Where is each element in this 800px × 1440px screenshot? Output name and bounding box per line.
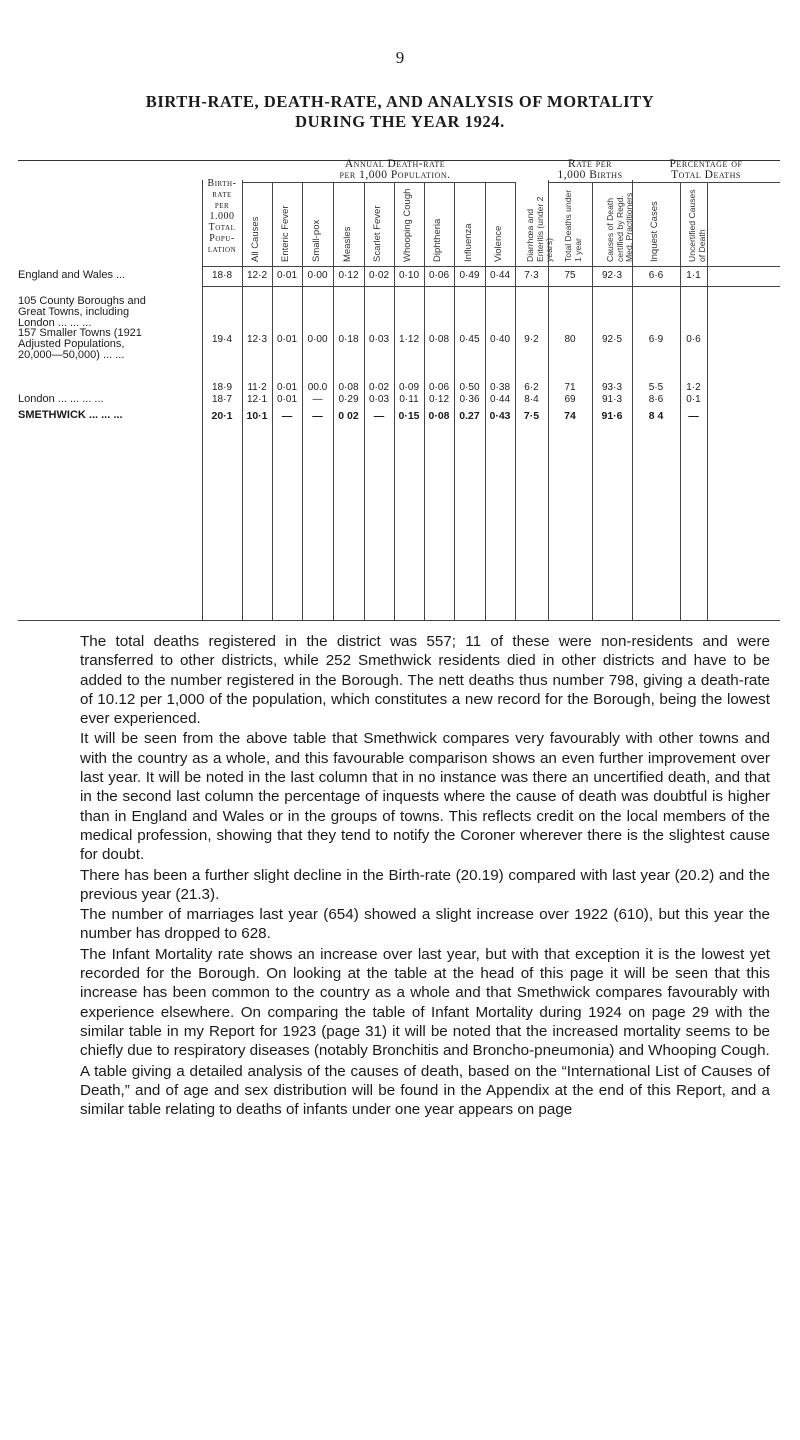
- cell-value: 5·5: [648, 382, 664, 393]
- cell-value: 6·2: [524, 382, 539, 393]
- cell-value: 0·01: [276, 382, 297, 393]
- cell-value: 0·11: [399, 394, 419, 405]
- cell-value: 0·44: [489, 270, 510, 281]
- row-label: 157 Smaller Towns (1921 Adjusted Populations, 20,000—50,000) ... ...: [18, 327, 142, 361]
- cell-value: 0·01: [276, 394, 297, 405]
- cell-value: 12·2: [246, 270, 267, 281]
- cell-value: 1·1: [686, 270, 701, 281]
- body-paragraph: The number of marriages last year (654) showed a slight increase over 1922 (610), but this year the number has dropped to 628.: [80, 906, 770, 943]
- cell-value: —: [281, 410, 293, 422]
- body-paragraph: A table giving a detailed analysis of the causes of death, based on the “International List of Causes of Death,” and of age and sex distribution will be found in the Appendix at the end of this Report, and a similar table relating to deaths of infants under one year appears on page: [80, 1062, 770, 1119]
- cell-value: 0·02: [368, 270, 389, 281]
- cell-value: 0·02: [368, 382, 389, 393]
- percentage-group-header: Percentage of: [669, 158, 743, 170]
- cell-value: 0·03: [368, 334, 389, 345]
- cell-value: —: [312, 394, 323, 405]
- cell-value: 93·3: [601, 382, 622, 393]
- cell-birth-rate: 19·4: [211, 334, 232, 345]
- cell-value: 10·1: [246, 410, 268, 422]
- group-header-rule: [632, 182, 780, 183]
- cell-birth-rate: 18·9: [211, 382, 232, 393]
- column-header-6: Whooping Cough: [402, 188, 413, 262]
- cell-value: 0·12: [338, 270, 359, 281]
- column-header-8: Influenza: [462, 223, 474, 262]
- table-bottom-rule: [18, 620, 780, 621]
- cell-value: 0·01: [276, 334, 297, 345]
- cell-value: 0·29: [338, 394, 359, 405]
- cell-value: 0·40: [489, 334, 510, 345]
- cell-value: 92·3: [601, 270, 622, 281]
- column-header-7: Diphtheria: [432, 218, 443, 262]
- cell-birth-rate: 20·1: [211, 410, 233, 422]
- cell-value: 0·38: [489, 382, 510, 393]
- cell-value: 0·01: [276, 270, 297, 281]
- cell-value: 8·6: [648, 394, 664, 405]
- cell-value: 12·3: [246, 334, 267, 345]
- cell-value: 11·2: [247, 382, 267, 393]
- cell-value: 0·18: [338, 334, 359, 345]
- cell-value: 0·08: [338, 382, 359, 393]
- body-paragraph: There has been a further slight decline in the Birth-rate (20.19) compared with last year (20.2) and the previous year (21.3).: [80, 866, 770, 903]
- column-header-5: Scarlet Fever: [372, 205, 383, 262]
- column-header-2: Enteric Fever: [280, 205, 291, 262]
- header-bottom-rule: [202, 266, 780, 267]
- cell-value: 8 4: [648, 410, 664, 422]
- row-label: England and Wales ...: [18, 269, 126, 281]
- cell-value: 6·6: [648, 270, 664, 281]
- page-number: 9: [395, 48, 405, 67]
- cell-value: —: [688, 410, 699, 422]
- birth-rate-header-line: Popu-: [209, 233, 235, 244]
- birth-rate-header-line: Birth-: [207, 178, 237, 189]
- cell-value: 92·5: [601, 334, 622, 345]
- cell-value: 69: [564, 394, 576, 405]
- percentage-group-header: Total Deaths: [671, 169, 741, 181]
- birth-rate-header-line: lation: [207, 244, 237, 255]
- cell-value: 80: [564, 334, 576, 345]
- cell-value: 0·45: [459, 334, 480, 345]
- cell-value: 0·06: [428, 382, 449, 393]
- column-header-12: Causes of Death certified by Regd. Med. Practitioners: [605, 192, 634, 262]
- death-rate-group-header: per 1,000 Population.: [339, 169, 451, 181]
- column-header-1: All Causes: [250, 216, 261, 262]
- cell-value: 0·06: [428, 270, 449, 281]
- rate-per-births-group-header: Rate per: [568, 158, 612, 170]
- death-rate-group-header: Annual Death-rate: [344, 158, 446, 170]
- birth-rate-header-line: Total: [208, 222, 236, 233]
- cell-value: 8·4: [524, 394, 539, 405]
- cell-value: 0·6: [686, 334, 701, 345]
- body-paragraph: It will be seen from the above table that Smethwick compares very favourably with other towns and with the country as a whole, and this favourable comparison shows an even further improvement over last year. It will be noted in the last column that in no instance was there an uncertified death, and that in the second last column the percentage of inquests where the cause of death was doubtful is higher than in England and Wales or in the groups of towns. This reflects credit on the local members of the medical profession, showing that they tend to notify the Coroner wherever there is the slightest cause for doubt.: [80, 730, 770, 864]
- column-rule: [707, 182, 708, 620]
- cell-value: 0·09: [398, 382, 419, 393]
- cell-value: 0·10: [398, 270, 419, 281]
- column-header-3: Small-pox: [310, 219, 322, 262]
- cell-value: 75: [564, 270, 576, 281]
- cell-value: 7·3: [524, 270, 539, 281]
- cell-birth-rate: 18·8: [211, 270, 232, 281]
- cell-value: 0·36: [459, 394, 480, 405]
- cell-birth-rate: 18·7: [211, 394, 232, 405]
- england-row-rule: [202, 286, 780, 287]
- cell-value: 0·43: [489, 410, 511, 422]
- cell-value: 0 02: [338, 410, 359, 422]
- mortality-table: [0, 160, 800, 620]
- cell-value: 71: [564, 382, 576, 393]
- row-label: 105 County Boroughs and Great Towns, including London ... ... ...: [18, 295, 146, 329]
- column-header-13: Inquest Cases: [649, 201, 660, 262]
- title-line-2: DURING THE YEAR 1924.: [295, 112, 505, 131]
- column-header-14: Uncertified Causes of Death: [686, 189, 706, 262]
- birth-rate-header-line: per: [214, 200, 230, 211]
- cell-value: 6·9: [648, 334, 664, 345]
- column-header-4: Measles: [341, 226, 353, 262]
- column-header-9: Violence: [493, 225, 504, 262]
- cell-value: 7·5: [523, 410, 540, 422]
- cell-value: 0·15: [398, 410, 420, 422]
- birth-rate-header-line: 1.000: [209, 211, 235, 222]
- cell-value: —: [373, 410, 385, 422]
- cell-value: 74: [564, 410, 576, 422]
- cell-value: 0·49: [459, 270, 480, 281]
- cell-value: 0.27: [459, 410, 480, 422]
- cell-value: 9·2: [524, 334, 539, 345]
- column-header-11: Total Deaths under 1 year: [563, 189, 583, 262]
- group-header-rule: [242, 182, 515, 183]
- birth-rate-header-line: rate: [212, 189, 232, 200]
- rate-per-births-group-header: 1,000 Births: [557, 169, 623, 181]
- row-label: SMETHWICK ... ... ...: [18, 409, 123, 421]
- cell-value: 0·12: [428, 394, 449, 405]
- cell-value: 0·08: [428, 334, 449, 345]
- cell-value: —: [312, 410, 323, 422]
- cell-value: 0·50: [459, 382, 480, 393]
- cell-value: 0·08: [428, 410, 450, 422]
- row-label: London ... ... ... ...: [18, 393, 104, 405]
- cell-value: 1·2: [686, 382, 701, 393]
- cell-value: 0·00: [307, 334, 328, 345]
- cell-value: 1·12: [398, 334, 419, 345]
- cell-value: 91·3: [601, 394, 622, 405]
- cell-value: 91·6: [601, 410, 623, 422]
- cell-value: 0·03: [368, 394, 389, 405]
- group-header-rule: [548, 182, 632, 183]
- cell-value: 0·1: [686, 394, 701, 405]
- cell-value: 0·44: [489, 394, 510, 405]
- column-header-10: Diarrhœa and Enteritis (under 2 years): [524, 196, 554, 262]
- title-line-1: BIRTH-RATE, DEATH-RATE, AND ANALYSIS OF MORTALITY: [145, 92, 655, 111]
- cell-value: 0·00: [307, 270, 328, 281]
- body-paragraph: The Infant Mortality rate shows an increase over last year, but with that exception it is the lowest yet recorded for the Borough. On looking at the table at the head of this page it will be seen that this increase has been common to the country as a whole and that Smethwick compares favourably with experience elsewhere. On comparing the table of Infant Mortality during 1924 on page 29 with the similar table in my Report for 1923 (page 31) it will be noted that the increased mortality seems to be chiefly due to respiratory diseases (notably Bronchitis and Broncho-pneumonia) and Whooping Cough.: [80, 945, 770, 1060]
- cell-value: 12·1: [246, 394, 267, 405]
- cell-value: 00.0: [307, 382, 328, 393]
- body-paragraph: The total deaths registered in the district was 557; 11 of these were non-residents and were transferred to other districts, while 252 Smethwick residents died in other districts and have to be added to the number registered in the Borough. The nett deaths thus number 798, giving a death-rate of 10.12 per 1,000 of the population, which constitutes a new record for the Borough, being the lowest ever experienced.: [80, 633, 770, 728]
- page-title: [0, 92, 800, 132]
- body-text: [80, 632, 770, 1119]
